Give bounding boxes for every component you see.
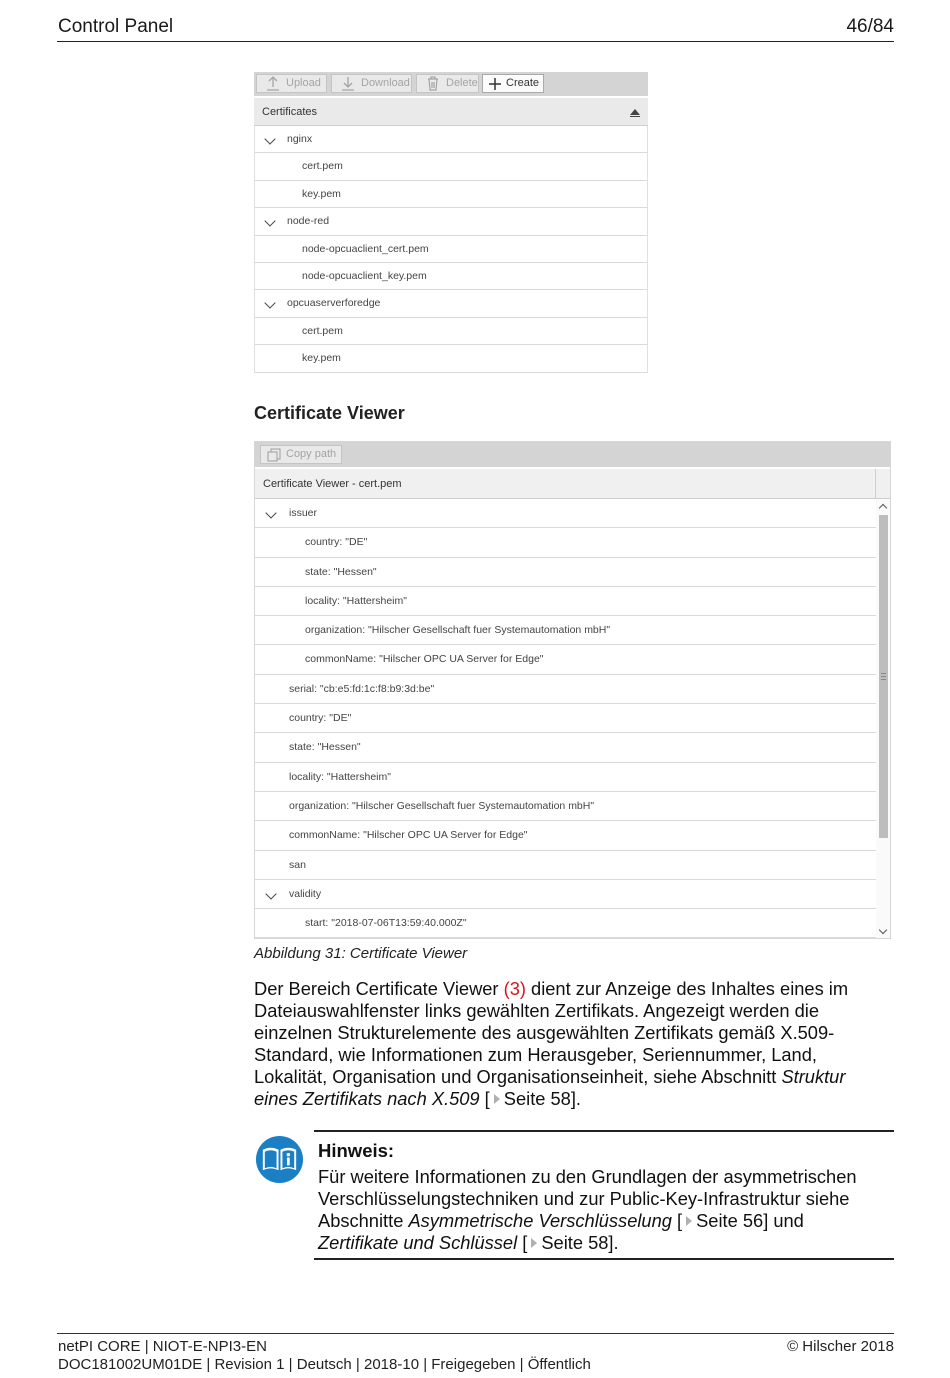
tree-item-label: node-red [287, 215, 330, 228]
chevron-down-icon[interactable] [265, 888, 276, 899]
viewer-toolbar [255, 442, 891, 467]
grip-icon [881, 673, 886, 680]
tree-node-label: commonName: "Hilscher OPC UA Server for Edge" [305, 653, 544, 666]
tree-folder[interactable] [255, 290, 647, 317]
copy-path-button[interactable] [260, 445, 342, 464]
chevron-down-icon[interactable] [265, 507, 276, 518]
page-arrow-icon [531, 1238, 537, 1248]
tree-node-label: san [289, 858, 306, 871]
scrollbar-thumb[interactable] [879, 515, 888, 838]
viewer-column-header [255, 469, 891, 499]
tree-node[interactable] [255, 821, 876, 850]
page-footer [57, 1333, 894, 1373]
bracket: [ [479, 1088, 490, 1109]
tree-node[interactable] [255, 792, 876, 821]
tree-folder[interactable] [255, 208, 647, 235]
footer-product: netPI CORE | NIOT-E-NPI3-EN [58, 1338, 267, 1355]
tree-node-label: organization: "Hilscher Gesellschaft fuer Systemautomation mbH" [305, 624, 611, 637]
upload-label: Upload [286, 77, 321, 89]
tree-node-label: validity [289, 887, 322, 900]
vertical-scrollbar[interactable] [876, 499, 891, 939]
tree-node-label: start: "2018-07-06T13:59:40.000Z" [305, 917, 467, 930]
figure-caption: Abbildung 31: Certificate Viewer [254, 945, 468, 962]
footer-document-info: DOC181002UM01DE | Revision 1 | Deutsch | 2018-10 | Freigegeben | Öffentlich [58, 1356, 591, 1373]
chevron-down-icon[interactable] [264, 298, 275, 309]
tree-item-label: node-opcuaclient_key.pem [302, 269, 427, 282]
paragraph-text: Der Bereich Certificate Viewer [254, 978, 504, 999]
copy-icon [267, 448, 281, 462]
chevron-down-icon[interactable] [264, 216, 275, 227]
column-separator [875, 469, 876, 499]
file-tree [254, 126, 648, 373]
tree-node[interactable] [255, 704, 876, 733]
chevron-down-icon[interactable] [264, 133, 275, 144]
tree-node[interactable] [255, 763, 876, 792]
reference-number: (3) [503, 978, 526, 999]
download-icon [341, 76, 355, 91]
note-text [318, 1166, 894, 1254]
tree-item-label: opcuaserverforedge [287, 297, 381, 310]
tree-item-label: cert.pem [302, 324, 343, 337]
tree-node[interactable] [255, 851, 876, 880]
page-reference[interactable]: Seite 58]. [503, 1088, 582, 1109]
divider [314, 1130, 894, 1132]
scroll-down-icon[interactable] [879, 926, 887, 934]
tree-node-label: organization: "Hilscher Gesellschaft fuer Systemautomation mbH" [289, 799, 595, 812]
bracket: [ [517, 1232, 528, 1253]
tree-node[interactable] [255, 616, 876, 645]
tree-node[interactable] [255, 675, 876, 704]
tree-node[interactable] [255, 558, 876, 587]
section-link[interactable]: Zertifikate und Schlüssel [318, 1232, 518, 1253]
tree-item-label: key.pem [302, 187, 341, 200]
manual-info-icon [255, 1135, 304, 1184]
download-label: Download [361, 77, 410, 89]
tree-node-label: commonName: "Hilscher OPC UA Server for Edge" [289, 829, 528, 842]
tree-item-label: nginx [287, 133, 313, 145]
trash-icon [426, 76, 440, 91]
column-title: Certificates [262, 106, 318, 118]
tree-node-label: locality: "Hattersheim" [289, 770, 391, 783]
tree-file[interactable] [255, 345, 647, 372]
scroll-up-icon[interactable] [879, 504, 887, 512]
section-link[interactable]: Asymmetrische Verschlüsselung [408, 1210, 672, 1231]
page-number: 46/84 [846, 16, 894, 37]
paragraph-text: dient zur Anzeige des Inhaltes eines im Dateiauswahlfenster links gewählten Zertifikats. Angezeigt werden die einzelnen Strukturelemente des ausgewählten Zertifikats gemäß X.509-Standard, wie Informationen zum Herausgeber, Seriennummer, Land, Lokalität, Organisation und Organisationseinheit, siehe Abschnitt [254, 978, 849, 1087]
note-box [254, 1130, 894, 1261]
delete-label: Delete [446, 77, 478, 89]
file-browser-screenshot [254, 72, 648, 380]
bracket: [ [671, 1210, 683, 1231]
tree-node-label: locality: "Hattersheim" [305, 594, 407, 607]
download-button[interactable] [331, 74, 412, 93]
tree-node[interactable] [255, 528, 876, 557]
create-label: Create [506, 77, 540, 89]
certificates-column-header[interactable] [254, 98, 648, 126]
tree-node[interactable] [255, 909, 876, 938]
tree-node-label: issuer [289, 507, 318, 519]
tree-node-label: country: "DE" [289, 712, 352, 725]
footer-copyright: © Hilscher 2018 [787, 1338, 894, 1355]
create-button[interactable] [482, 74, 544, 93]
tree-file[interactable] [255, 236, 647, 263]
tree-node[interactable] [255, 733, 876, 762]
tree-item-label: key.pem [302, 352, 341, 365]
section-heading: Certificate Viewer [254, 403, 405, 423]
tree-file[interactable] [255, 318, 647, 345]
certificate-viewer-screenshot [254, 441, 891, 939]
tree-node-label: state: "Hessen" [305, 565, 377, 578]
plus-icon [488, 76, 502, 91]
page-header [57, 16, 894, 42]
sort-icon[interactable] [630, 109, 640, 115]
tree-file[interactable] [255, 153, 647, 180]
note-text-part: Für weitere Informationen zu den Grundlagen der asymmetrischen Verschlüsselungstechniken und zur Public-Key-Infrastruktur siehe Abschnitte [318, 1166, 857, 1231]
tree-folder[interactable] [255, 126, 647, 153]
tree-node[interactable] [255, 587, 876, 616]
tree-node[interactable] [255, 645, 876, 674]
section-link[interactable]: Struktur eines Zertifikats nach X.509 [254, 1066, 846, 1109]
page-arrow-icon [494, 1094, 500, 1104]
tree-file[interactable] [255, 263, 647, 290]
header-title: Control Panel [58, 16, 174, 37]
file-toolbar [254, 72, 648, 96]
tree-node-issuer[interactable] [255, 499, 876, 528]
tree-node-validity[interactable] [255, 880, 876, 909]
tree-item-label: cert.pem [302, 160, 343, 173]
tree-file[interactable] [255, 181, 647, 208]
divider [314, 1258, 894, 1260]
delete-button[interactable] [416, 74, 479, 93]
tree-node-label: serial: "cb:e5:fd:1c:f8:b9:3d:be" [289, 682, 435, 695]
copy-path-label: Copy path [286, 448, 337, 460]
tree-item-label: node-opcuaclient_cert.pem [302, 242, 429, 255]
note-title: Hinweis: [318, 1140, 395, 1161]
body-paragraph [254, 978, 894, 1110]
viewer-title: Certificate Viewer - cert.pem [263, 478, 402, 490]
tree-node-label: state: "Hessen" [289, 741, 361, 754]
certificate-tree [255, 499, 876, 938]
page-reference[interactable]: Seite 58]. [541, 1232, 619, 1253]
page-arrow-icon [686, 1216, 692, 1226]
upload-button[interactable] [256, 74, 327, 93]
tree-node-label: country: "DE" [305, 536, 368, 549]
upload-icon [266, 76, 280, 91]
page-reference[interactable]: Seite 56] und [696, 1210, 804, 1231]
